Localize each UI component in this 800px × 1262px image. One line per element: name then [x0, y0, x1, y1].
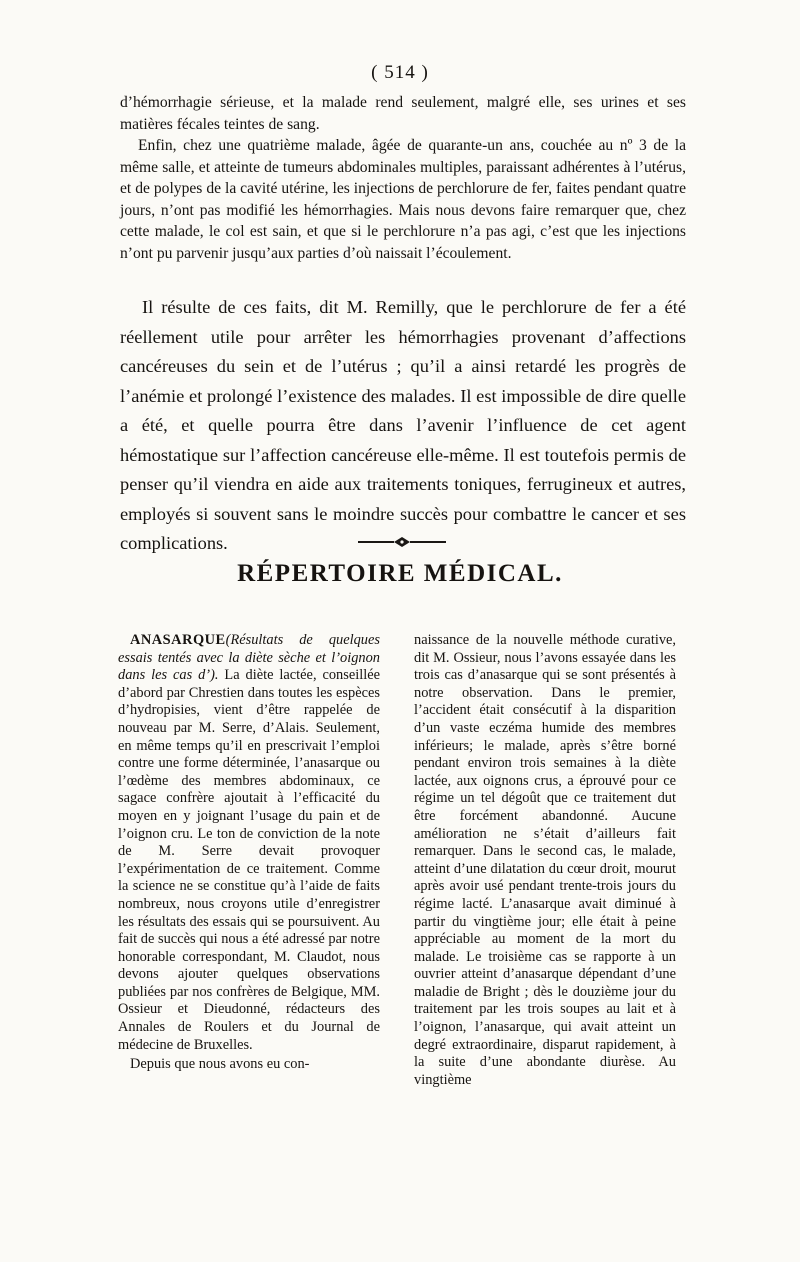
- section-title: RÉPERTOIRE MÉDICAL.: [237, 560, 563, 587]
- paragraph-fourth-patient: Enfin, chez une quatrième malade, âgée de quarante-un ans, couchée au nº 3 de la même salle, et atteinte de tumeurs abdominales multiples, paraissant adhérentes à l’utérus, et de polypes de la cavité utérine, les injections de perchlorure de fer, faites pendant quatre jours, n’ont pas modifié les hémorrhagies. Mais nous devons faire remarquer que, chez cette malade, le col est sain, et que si le perchlorure n’a pas agi, c’est que les injections n’ont pu parvenir jusqu’aux parties d’où naissait l’écoulement.: [120, 137, 686, 262]
- left-column: [118, 632, 380, 1074]
- page-number: ( 514 ): [371, 62, 429, 83]
- section-divider-ornament: [356, 536, 448, 548]
- article-headword: ANASARQUE: [130, 632, 226, 648]
- paragraph-hemorrhage-end: d’hémorrhagie sérieuse, et la malade rend seulement, malgré elle, ses urines et ses matières fécales teintes de sang.: [120, 94, 686, 133]
- article-subtitle: (Résultats de quelques essais tentés avec la diète sèche et l’oignon dans les cas d’).: [118, 632, 380, 684]
- left-column-tail: Depuis que nous avons eu con-: [130, 1056, 310, 1073]
- right-column: naissance de la nouvelle méthode curative, dit M. Ossieur, nous l’avons essayée dans les trois cas d’anasarque qui se sont présentés à notre observation. Dans le premier, l’accident était consécutif à la disparition d’un vaste eczéma humide des membres inférieurs; le malade, après s’être borné pendant environ trois semaines à la diète lactée, aux oignons crus, a éprouvé pour ce régime un tel dégoût que ce traitement dut être forcément abandonné. Aucune amélioration ne s’était d’ailleurs fait remarquer. Dans le second cas, le malade, atteint d’une dilatation du cœur droit, mourut après avoir usé pendant trente-trois jours du régime lacté. L’anasarque avait diminué à partir du vingtième jour; elle était à peine appréciable au moment de la mort du malade. Le troisième cas se rapporte à un ouvrier atteint d’anasarque dépendant d’une maladie de Bright ; dès le douzième jour du traitement par les trois soupes au lait et à l’oignon, l’anasarque, qui avait atteint un degré extraordinaire, disparut rapidement, à la suite d’une abondante diurèse. Au vingtième: [414, 632, 676, 1088]
- left-column-text: La diète lactée, conseillée d’abord par Chrestien dans toutes les espèces d’hydropisies, vient d’être rappelée de nouveau par M. Serre, d’Alais. Seulement, en même temps qu’il en prescrivait l’emploi contre une forme déterminée, l’anasarque ou l’œdème des membres abdominaux, ce sagace confrère ajoutait à l’efficacité du moyen en y joignant l’usage du pain et de l’oignon cru. Le ton de conviction de la note de M. Serre devait provoquer l’expérimentation de ce traitement. Comme la science ne se constitue qu’à l’aide de faits nombreux, nous croyons utile d’enregistrer les résultats des essais qui se poursuivent. Au fait de succès qui nous a été adressé par notre honorable correspondant, M. Claudot, nous devons ajouter quelques observations publiées par nos confrères de Belgique, MM. Ossieur et Dieudonné, rédacteurs des Annales de Roulers et du Journal de médecine de Bruxelles.: [118, 667, 380, 1053]
- paragraph-conclusion: Il résulte de ces faits, dit M. Remilly, que le perchlorure de fer a été réellement utile pour arrêter les hémorrhagies provenant d’affections cancéreuses du sein et de l’utérus ; qu’il a ainsi retardé les progrès de l’anémie et prolongé l’existence des malades. Il est impossible de dire quelle a été, et quelle pourra être dans l’avenir l’influence de cet agent hémostatique sur l’affection cancéreuse elle-même. Il est toutefois permis de penser qu’il viendra en aide aux traitements toniques, ferrugineux et autres, employés si souvent sans le moindre succès pour combattre le cancer et ses complications.: [120, 297, 686, 553]
